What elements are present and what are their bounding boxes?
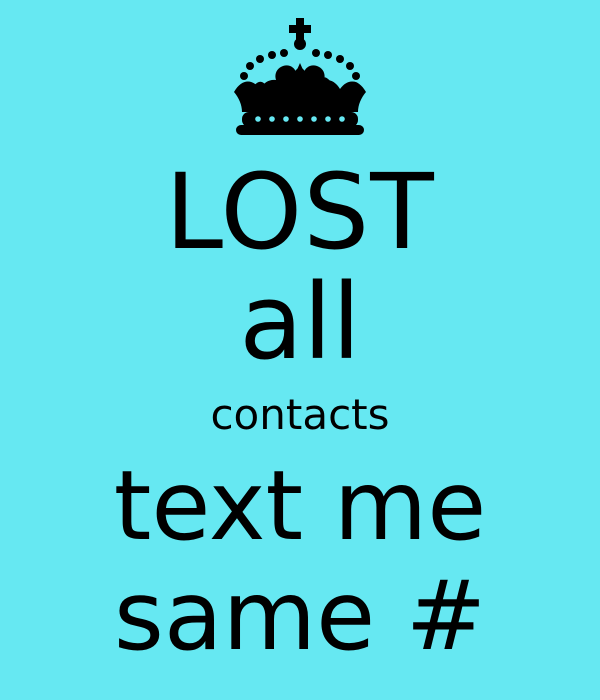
title-text-me: text me xyxy=(113,450,487,562)
title-all: all xyxy=(239,261,361,383)
title-same-number: same # xyxy=(113,560,487,672)
crown-icon xyxy=(226,18,374,140)
title-lost: LOST xyxy=(165,151,435,273)
title-contacts: contacts xyxy=(210,390,390,439)
